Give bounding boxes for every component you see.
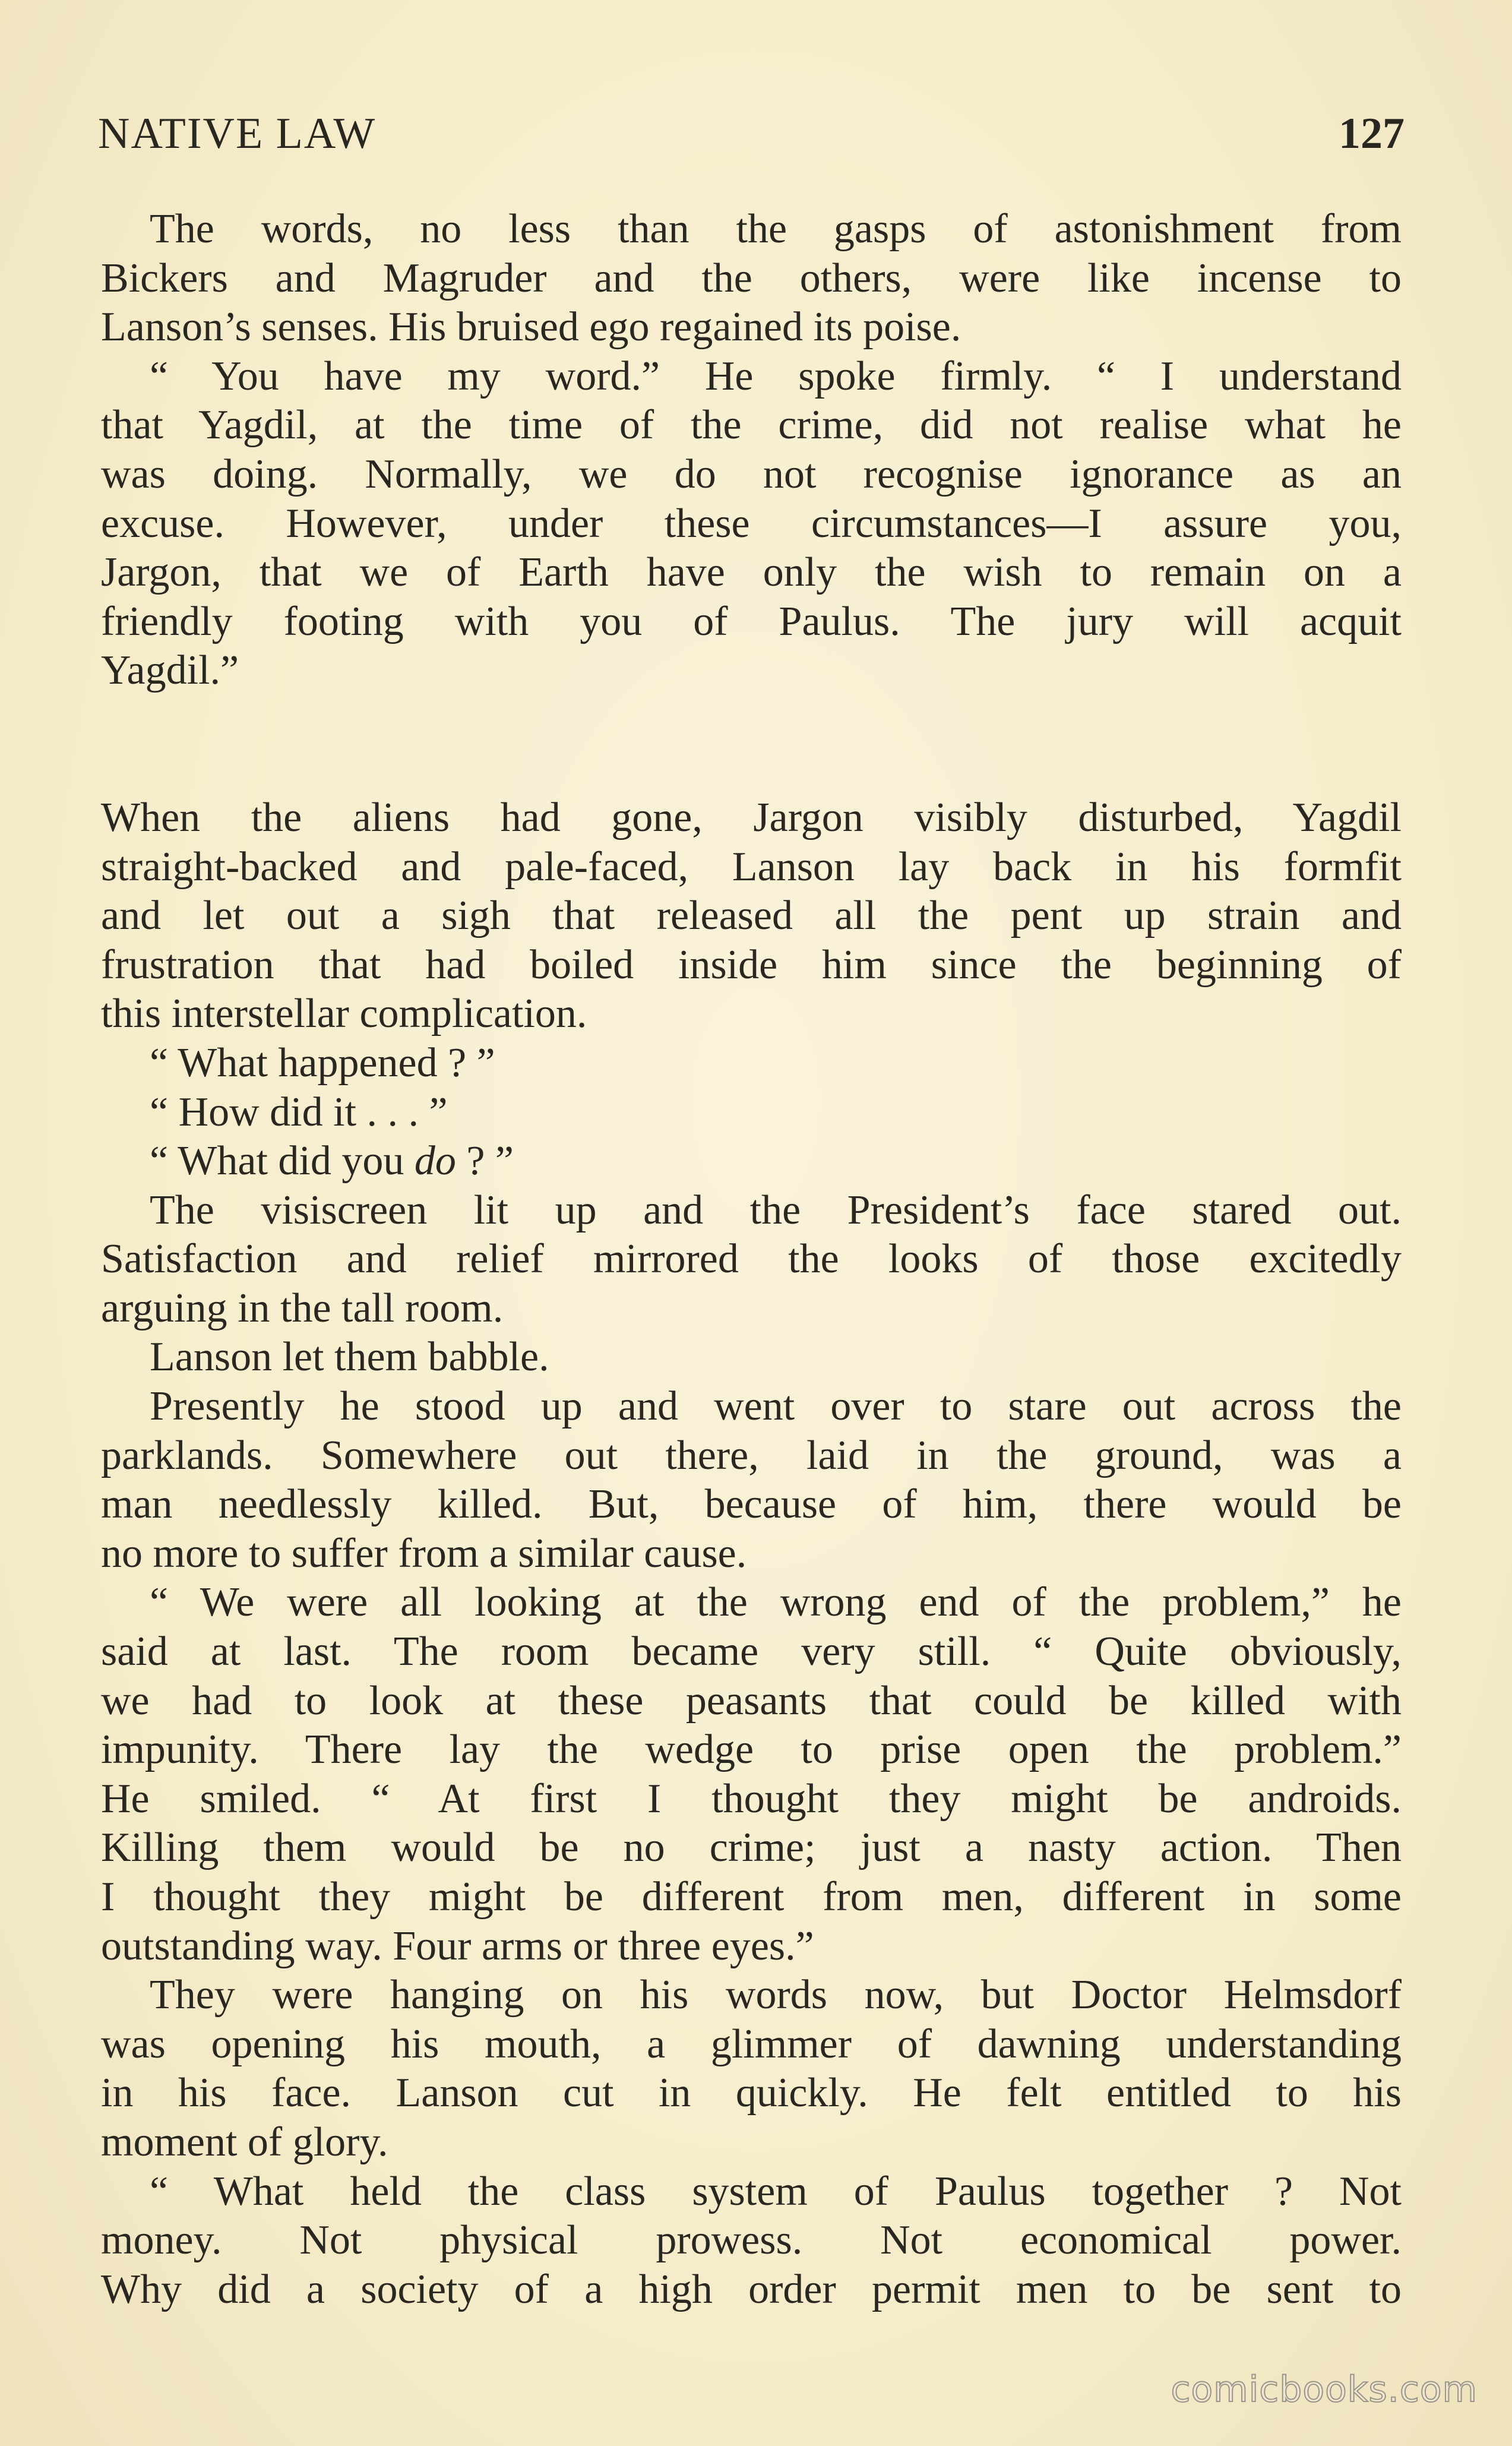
- text-line: arguing in the tall room.: [101, 1285, 504, 1331]
- text-line: that Yagdil, at the time of the crime, did not realise what he: [101, 402, 1402, 448]
- text-line: The words, no less than the gasps of astonishment from: [150, 206, 1402, 252]
- body-text: [101, 205, 1402, 2314]
- text-line: The visiscreen lit up and the President’s face stared out.: [150, 1187, 1402, 1233]
- text-line: “ What happened ? ”: [150, 1039, 495, 1086]
- text-line: frustration that had boiled inside him since the beginning of: [101, 941, 1402, 988]
- text-line: He smiled. “ At first I thought they might be androids.: [101, 1775, 1402, 1822]
- text-line: Jargon, that we of Earth have only the wish to remain on a: [101, 549, 1402, 596]
- running-title: NATIVE LAW: [98, 109, 377, 158]
- text-line: said at last. The room became very still. “ Quite obviously,: [101, 1629, 1402, 1675]
- text-line: parklands. Somewhere out there, laid in the ground, was a: [101, 1432, 1402, 1478]
- text-line: man needlessly killed. But, because of him, there would be: [101, 1481, 1402, 1528]
- text-line: I thought they might be different from men, different in some: [101, 1874, 1402, 1920]
- text-line: no more to suffer from a similar cause.: [101, 1530, 747, 1576]
- text-line: “ We were all looking at the wrong end of the problem,” he: [150, 1579, 1402, 1626]
- emphasis: do: [414, 1138, 456, 1184]
- text-line: we had to look at these peasants that could be killed with: [101, 1677, 1402, 1724]
- text-line: straight-backed and pale-faced, Lanson lay back in his formfit: [101, 843, 1402, 890]
- page-number: 127: [1339, 109, 1405, 158]
- text-span: ? ”: [456, 1138, 514, 1184]
- text-line: friendly footing with you of Paulus. The jury will acquit: [101, 598, 1402, 644]
- text-line: this interstellar complication.: [101, 991, 587, 1037]
- text-line: Lanson’s senses. His bruised ego regained its poise.: [101, 304, 961, 350]
- text-line: [101, 1137, 1402, 1186]
- text-line: excuse. However, under these circumstances—I assure you,: [101, 500, 1402, 546]
- text-line: was doing. Normally, we do not recognise ignorance as an: [101, 451, 1402, 497]
- text-line: Bickers and Magruder and the others, were like incense to: [101, 255, 1402, 301]
- page-header: [98, 101, 1405, 166]
- text-span: “ What did you: [150, 1138, 415, 1184]
- site-watermark: comicbooks.com: [1171, 2369, 1478, 2410]
- text-line: was opening his mouth, a glimmer of dawning understanding: [101, 2021, 1402, 2067]
- text-line: outstanding way. Four arms or three eyes.”: [101, 1923, 814, 1969]
- text-line: “ What held the class system of Paulus together ? Not: [150, 2168, 1402, 2214]
- text-line: in his face. Lanson cut in quickly. He felt entitled to his: [101, 2070, 1402, 2116]
- text-line: “ How did it . . . ”: [150, 1089, 448, 1135]
- section-break: [101, 696, 1402, 794]
- text-line: “ You have my word.” He spoke firmly. “ I understand: [150, 353, 1402, 399]
- text-line: Why did a society of a high order permit men to be sent to: [101, 2266, 1402, 2312]
- text-line: Satisfaction and relief mirrored the looks of those excitedly: [101, 1236, 1402, 1282]
- text-line: money. Not physical prowess. Not economical power.: [101, 2217, 1402, 2264]
- text-line: Presently he stood up and went over to stare out across the: [150, 1383, 1402, 1430]
- text-line: Yagdil.”: [101, 647, 239, 694]
- text-line: Lanson let them babble.: [150, 1334, 549, 1380]
- text-line: When the aliens had gone, Jargon visibly disturbed, Yagdil: [101, 794, 1402, 840]
- text-line: impunity. There lay the wedge to prise open the problem.”: [101, 1727, 1402, 1773]
- text-line: Killing them would be no crime; just a nasty action. Then: [101, 1825, 1402, 1871]
- text-line: They were hanging on his words now, but Doctor Helmsdorf: [150, 1972, 1402, 2018]
- text-line: and let out a sigh that released all the pent up strain and: [101, 893, 1402, 939]
- text-line: moment of glory.: [101, 2119, 388, 2165]
